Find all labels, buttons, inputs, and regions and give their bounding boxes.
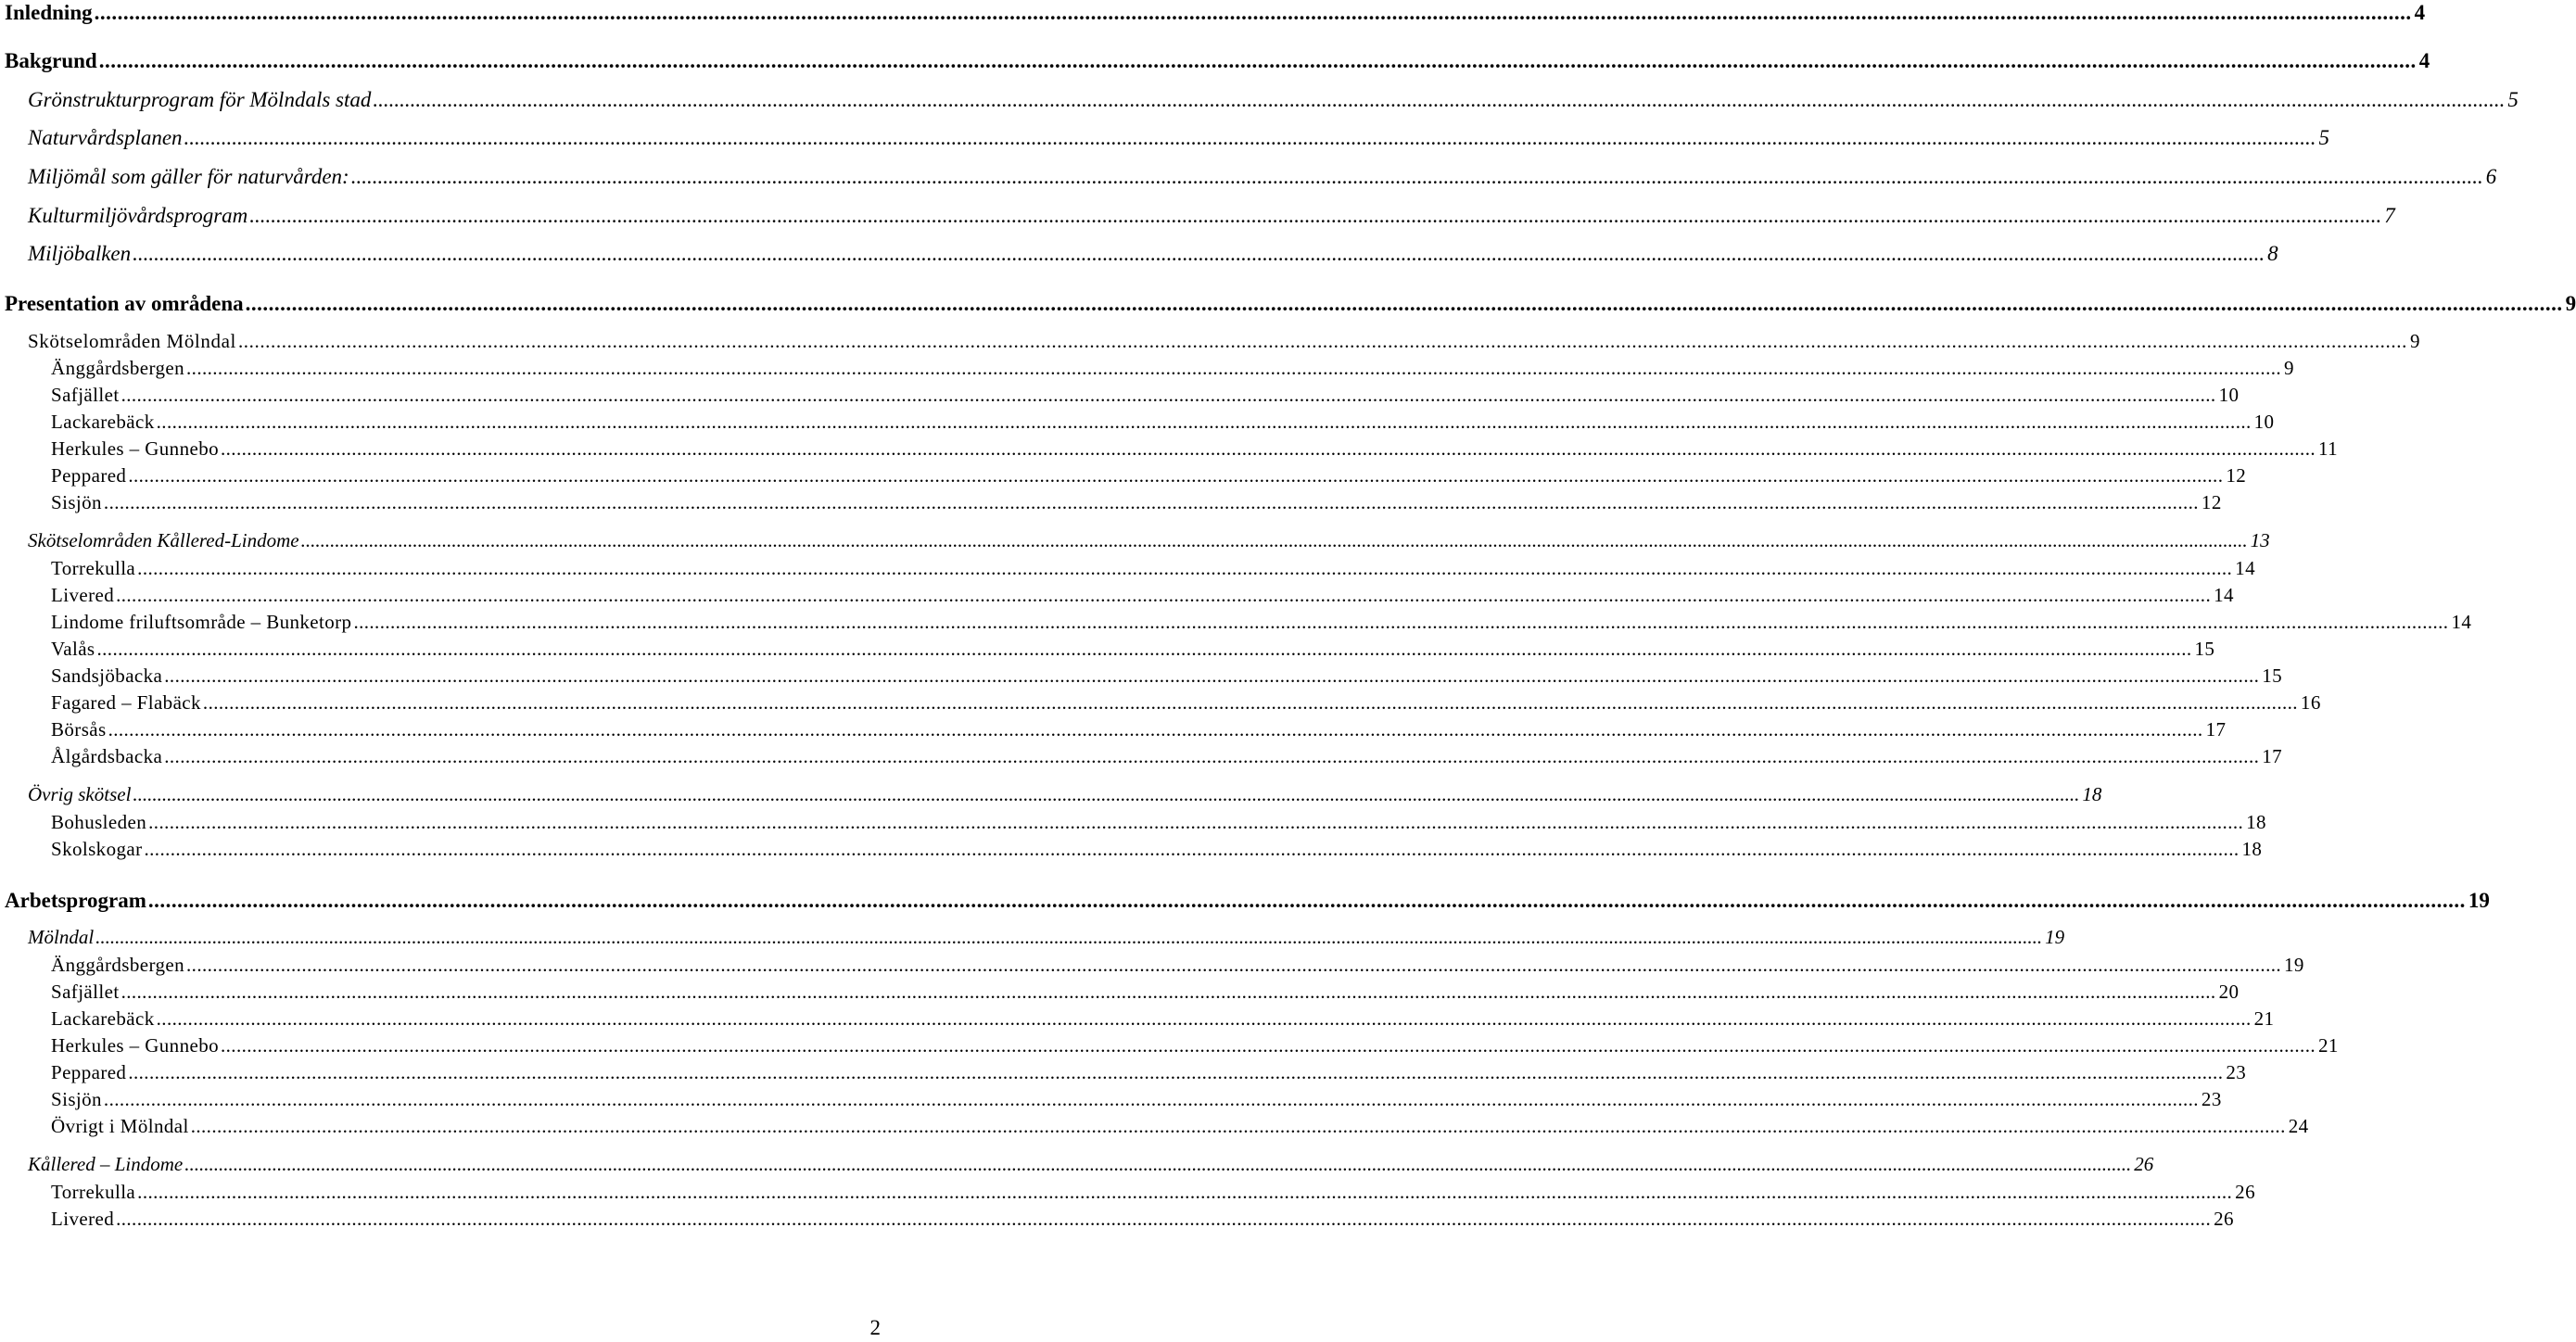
- toc-entry-page: 23: [2201, 1088, 2222, 1110]
- toc-entry-label: Sisjön: [51, 1088, 102, 1110]
- toc-entry-label: Safjället: [51, 981, 120, 1003]
- toc-entry-page: 10: [2253, 411, 2275, 433]
- toc-entry-label: Bohusleden: [51, 811, 147, 833]
- toc-entry-page: 17: [2205, 718, 2227, 741]
- toc-entry[interactable]: [51, 1208, 2234, 1230]
- toc-entry-page: 8: [2267, 242, 2278, 265]
- toc-entry[interactable]: [51, 1007, 2275, 1030]
- toc-entry-label: Safjället: [51, 384, 120, 406]
- toc-entry-page: 9: [2409, 330, 2421, 352]
- toc-entry[interactable]: [51, 584, 2234, 606]
- toc-entry[interactable]: [28, 126, 2330, 149]
- toc-entry-label: Herkules – Gunnebo: [51, 1034, 219, 1057]
- toc-entry[interactable]: [28, 88, 2519, 111]
- toc-entry-label: Lackarebäck: [51, 411, 155, 433]
- toc-entry[interactable]: [5, 1, 2426, 24]
- toc-entry-label: Börsås: [51, 718, 107, 741]
- toc-entry-page: 15: [2194, 638, 2215, 660]
- toc-entry-page: 26: [2235, 1181, 2255, 1203]
- toc-entry-page: 19: [2284, 954, 2304, 976]
- toc-dot-leader: ................................................................................................................................................................................................................................................................................................................................................................................................................: [237, 330, 2407, 352]
- toc-entry[interactable]: [51, 411, 2275, 433]
- toc-entry-label: Valås: [51, 638, 95, 660]
- toc-entry[interactable]: [51, 357, 2294, 379]
- toc-entry[interactable]: [51, 557, 2255, 579]
- toc-entry-page: 6: [2485, 165, 2497, 188]
- toc-entry-label: Peppared: [51, 464, 127, 487]
- toc-entry[interactable]: [51, 1061, 2247, 1083]
- toc-entry[interactable]: [5, 889, 2490, 912]
- toc-entry[interactable]: [5, 292, 2576, 315]
- toc-entry[interactable]: [28, 165, 2497, 188]
- toc-entry-page: 24: [2288, 1115, 2309, 1137]
- toc-entry-page: 19: [2045, 926, 2065, 948]
- toc-entry-label: Livered: [51, 584, 115, 606]
- toc-dot-leader: ................................................................................................................................................................................................................................................................................................................................................................................................................: [221, 437, 2316, 460]
- toc-dot-leader: ................................................................................................................................................................................................................................................................................................................................................................................................................: [373, 88, 2506, 111]
- toc-entry-label: Miljömål som gäller för naturvården:: [28, 165, 349, 188]
- toc-dot-leader: ................................................................................................................................................................................................................................................................................................................................................................................................................: [116, 1208, 2212, 1230]
- toc-entry[interactable]: [28, 529, 2270, 551]
- toc-dot-leader: ................................................................................................................................................................................................................................................................................................................................................................................................................: [184, 126, 2316, 149]
- toc-entry-page: 26: [2134, 1153, 2154, 1175]
- toc-entry-page: 18: [2246, 811, 2266, 833]
- toc-dot-leader: ................................................................................................................................................................................................................................................................................................................................................................................................................: [350, 165, 2483, 188]
- toc-dot-leader: ................................................................................................................................................................................................................................................................................................................................................................................................................: [103, 491, 2199, 513]
- toc-dot-leader: ................................................................................................................................................................................................................................................................................................................................................................................................................: [147, 889, 2466, 912]
- toc-entry[interactable]: [5, 49, 2430, 72]
- toc-entry[interactable]: [51, 1034, 2339, 1057]
- toc-entry-page: 19: [2468, 889, 2490, 912]
- toc-entry-page: 20: [2218, 981, 2240, 1003]
- toc-entry-label: Arbetsprogram: [5, 889, 146, 912]
- toc-entry-label: Sisjön: [51, 491, 102, 513]
- toc-entry-page: 4: [2414, 1, 2426, 24]
- toc-entry-label: Lackarebäck: [51, 1007, 155, 1030]
- toc-dot-leader: ................................................................................................................................................................................................................................................................................................................................................................................................................: [121, 384, 2216, 406]
- toc-dot-leader: ................................................................................................................................................................................................................................................................................................................................................................................................................: [95, 926, 2043, 948]
- toc-entry-page: 26: [2214, 1208, 2234, 1230]
- toc-entry[interactable]: [51, 745, 2283, 767]
- toc-entry[interactable]: [51, 491, 2222, 513]
- toc-entry-label: Bakgrund: [5, 49, 97, 72]
- toc-entry-page: 17: [2262, 745, 2283, 767]
- toc-entry-label: Grönstrukturprogram för Mölndals stad: [28, 88, 372, 111]
- toc-entry-page: 21: [2318, 1034, 2339, 1057]
- toc-entry-page: 14: [2214, 584, 2234, 606]
- toc-entry[interactable]: [51, 611, 2472, 633]
- toc-entry-page: 9: [2565, 292, 2576, 315]
- toc-entry-label: Skötselområden Kållered-Lindome: [28, 529, 299, 551]
- toc-entry[interactable]: [51, 1181, 2255, 1203]
- toc-entry-page: 4: [2418, 49, 2430, 72]
- toc-entry[interactable]: [51, 464, 2247, 487]
- toc-entry-label: Skötselområden Mölndal: [28, 330, 236, 352]
- toc-entry-label: Sandsjöbacka: [51, 665, 163, 687]
- toc-dot-leader: ................................................................................................................................................................................................................................................................................................................................................................................................................: [94, 1, 2412, 24]
- toc-entry-page: 18: [2082, 783, 2102, 805]
- toc-entry-label: Torrekulla: [51, 557, 136, 579]
- toc-entry[interactable]: [28, 1153, 2154, 1175]
- toc-entry[interactable]: [28, 242, 2278, 265]
- toc-entry[interactable]: [28, 204, 2395, 227]
- toc-entry[interactable]: [51, 1115, 2309, 1137]
- toc-entry-page: 9: [2284, 357, 2294, 379]
- toc-entry-label: Naturvårdsplanen: [28, 126, 183, 149]
- toc-dot-leader: ................................................................................................................................................................................................................................................................................................................................................................................................................: [156, 1007, 2252, 1030]
- toc-entry-page: 14: [2235, 557, 2255, 579]
- toc-entry-label: Miljöbalken: [28, 242, 132, 265]
- toc-dot-leader: ................................................................................................................................................................................................................................................................................................................................................................................................................: [144, 838, 2240, 860]
- toc-entry-label: Livered: [51, 1208, 115, 1230]
- toc-entry[interactable]: [51, 718, 2227, 741]
- toc-entry[interactable]: [51, 665, 2283, 687]
- toc-dot-leader: ................................................................................................................................................................................................................................................................................................................................................................................................................: [164, 665, 2260, 687]
- toc-dot-leader: ................................................................................................................................................................................................................................................................................................................................................................................................................: [148, 811, 2244, 833]
- toc-entry-page: 5: [2318, 126, 2330, 149]
- toc-entry-page: 12: [2201, 491, 2222, 513]
- toc-dot-leader: ................................................................................................................................................................................................................................................................................................................................................................................................................: [249, 204, 2382, 227]
- toc-entry-label: Torrekulla: [51, 1181, 136, 1203]
- toc-dot-leader: ................................................................................................................................................................................................................................................................................................................................................................................................................: [186, 357, 2282, 379]
- toc-entry-label: Peppared: [51, 1061, 127, 1083]
- toc-entry-label: Fagared – Flabäck: [51, 691, 201, 714]
- toc-entry-label: Mölndal: [28, 926, 95, 948]
- toc-entry[interactable]: [51, 437, 2339, 460]
- toc-dot-leader: ................................................................................................................................................................................................................................................................................................................................................................................................................: [96, 638, 2192, 660]
- toc-entry[interactable]: [51, 1088, 2222, 1110]
- toc-entry-page: 23: [2226, 1061, 2247, 1083]
- toc-dot-leader: ................................................................................................................................................................................................................................................................................................................................................................................................................: [184, 1153, 2132, 1175]
- toc-entry-label: Övrigt i Mölndal: [51, 1115, 189, 1137]
- toc-dot-leader: ................................................................................................................................................................................................................................................................................................................................................................................................................: [128, 1061, 2224, 1083]
- toc-entry-label: Skolskogar: [51, 838, 143, 860]
- toc-entry[interactable]: [51, 691, 2321, 714]
- toc-dot-leader: ................................................................................................................................................................................................................................................................................................................................................................................................................: [245, 292, 2563, 315]
- toc-dot-leader: ................................................................................................................................................................................................................................................................................................................................................................................................................: [103, 1088, 2199, 1110]
- page-number: 2: [869, 1316, 881, 1339]
- toc-entry-label: Herkules – Gunnebo: [51, 437, 219, 460]
- toc-dot-leader: ................................................................................................................................................................................................................................................................................................................................................................................................................: [108, 718, 2203, 741]
- toc-dot-leader: ................................................................................................................................................................................................................................................................................................................................................................................................................: [164, 745, 2260, 767]
- toc-entry-label: Kållered – Lindome: [28, 1153, 184, 1175]
- toc-dot-leader: ................................................................................................................................................................................................................................................................................................................................................................................................................: [116, 584, 2212, 606]
- toc-entry-label: Änggårdsbergen: [51, 357, 185, 379]
- toc-dot-leader: ................................................................................................................................................................................................................................................................................................................................................................................................................: [156, 411, 2252, 433]
- toc-entry[interactable]: [51, 638, 2215, 660]
- toc-entry-label: Kulturmiljövårdsprogram: [28, 204, 248, 227]
- toc-dot-leader: ................................................................................................................................................................................................................................................................................................................................................................................................................: [190, 1115, 2286, 1137]
- toc-entry-page: 5: [2507, 88, 2519, 111]
- toc-dot-leader: ................................................................................................................................................................................................................................................................................................................................................................................................................: [137, 1181, 2233, 1203]
- toc-dot-leader: ................................................................................................................................................................................................................................................................................................................................................................................................................: [137, 557, 2233, 579]
- toc-entry-page: 15: [2262, 665, 2283, 687]
- toc-entry-page: 7: [2384, 204, 2395, 227]
- toc-dot-leader: ................................................................................................................................................................................................................................................................................................................................................................................................................: [202, 691, 2298, 714]
- toc-entry[interactable]: [51, 838, 2263, 860]
- toc-entry-page: 14: [2451, 611, 2472, 633]
- toc-entry-label: Ålgårdsbacka: [51, 745, 163, 767]
- toc-entry-label: Änggårdsbergen: [51, 954, 185, 976]
- toc-entry-label: Lindome friluftsområde – Bunketorp: [51, 611, 352, 633]
- toc-dot-leader: ................................................................................................................................................................................................................................................................................................................................................................................................................: [300, 529, 2248, 551]
- toc-entry-label: Inledning: [5, 1, 93, 24]
- toc-entry-label: Övrig skötsel: [28, 783, 132, 805]
- toc-dot-leader: ................................................................................................................................................................................................................................................................................................................................................................................................................: [186, 954, 2282, 976]
- toc-entry-label: Presentation av områdena: [5, 292, 244, 315]
- toc-entry-page: 18: [2241, 838, 2263, 860]
- toc-entry-page: 12: [2226, 464, 2247, 487]
- toc-entry[interactable]: [28, 926, 2065, 948]
- toc-entry-page: 16: [2300, 691, 2321, 714]
- toc-dot-leader: ................................................................................................................................................................................................................................................................................................................................................................................................................: [133, 242, 2265, 265]
- toc-dot-leader: ................................................................................................................................................................................................................................................................................................................................................................................................................: [98, 49, 2417, 72]
- toc-entry[interactable]: [28, 330, 2421, 352]
- toc-entry[interactable]: [51, 981, 2240, 1003]
- toc-dot-leader: ................................................................................................................................................................................................................................................................................................................................................................................................................: [133, 783, 2080, 805]
- toc-entry[interactable]: [28, 783, 2102, 805]
- toc-dot-leader: ................................................................................................................................................................................................................................................................................................................................................................................................................: [353, 611, 2449, 633]
- toc-entry[interactable]: [51, 384, 2240, 406]
- toc-entry-page: 21: [2253, 1007, 2275, 1030]
- toc-dot-leader: ................................................................................................................................................................................................................................................................................................................................................................................................................: [221, 1034, 2316, 1057]
- toc-entry[interactable]: [51, 954, 2304, 976]
- toc-entry-page: 11: [2318, 437, 2339, 460]
- toc-dot-leader: ................................................................................................................................................................................................................................................................................................................................................................................................................: [128, 464, 2224, 487]
- toc-entry[interactable]: [51, 811, 2266, 833]
- toc-dot-leader: ................................................................................................................................................................................................................................................................................................................................................................................................................: [121, 981, 2216, 1003]
- toc-entry-page: 13: [2250, 529, 2270, 551]
- toc-entry-page: 10: [2218, 384, 2240, 406]
